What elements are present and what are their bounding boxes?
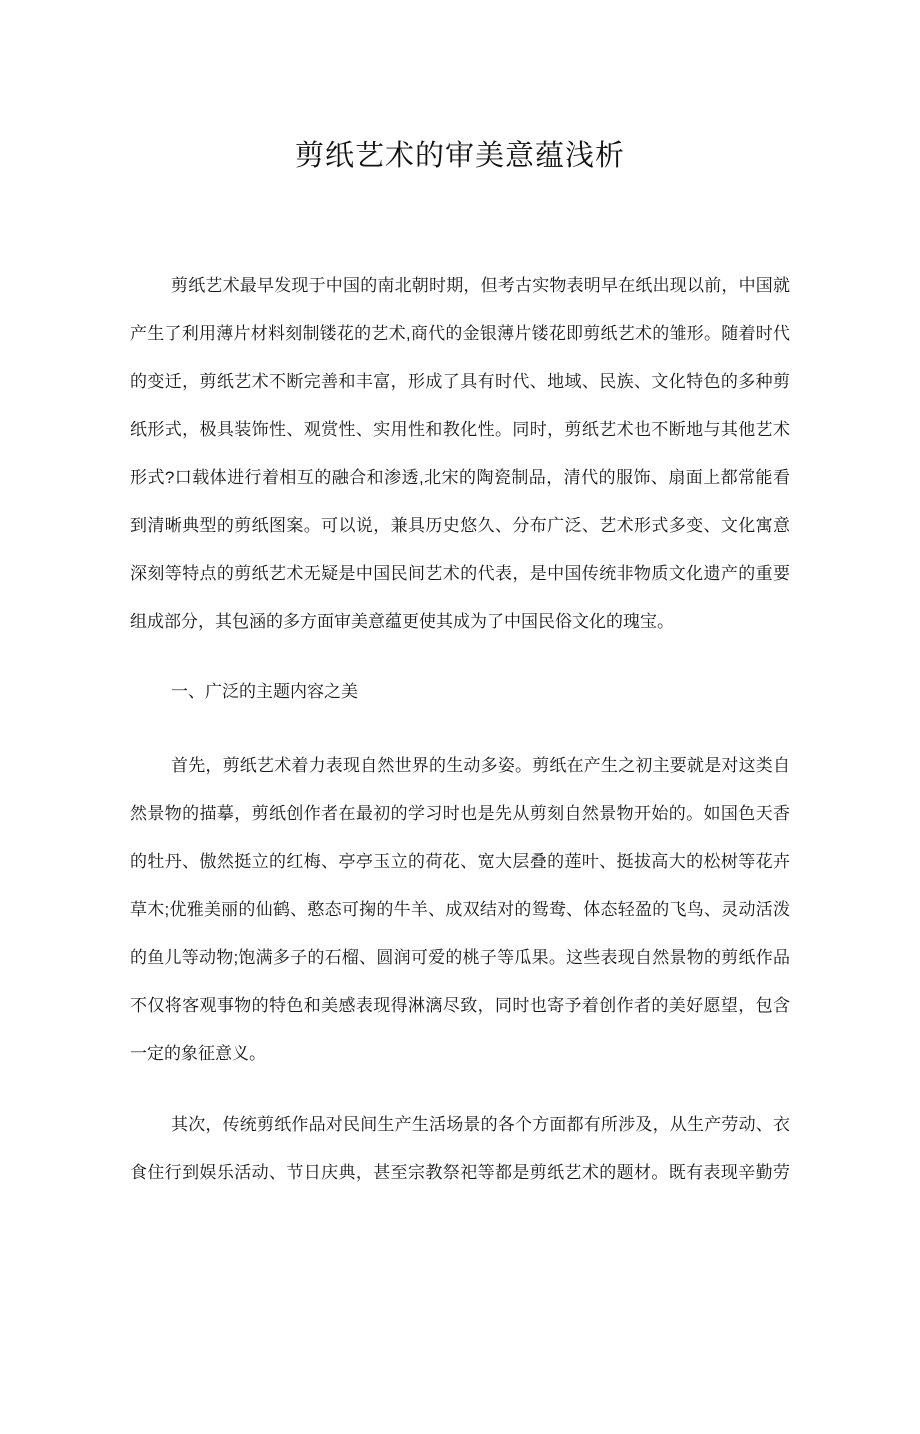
text-line: 产生了利用薄片材料刻制镂花的艺术,商代的金银薄片镂花即剪纸艺术的雏形。随着时代 xyxy=(130,324,790,343)
text-line: 然景物的描摹，剪纸创作者在最初的学习时也是先从剪刻自然景物开始的。如国色天香 xyxy=(130,804,790,823)
paragraph-nature-themes xyxy=(130,742,790,1078)
paragraph-intro xyxy=(130,262,790,646)
text-line: 组成部分，其包涵的多方面审美意蕴更使其成为了中国民俗文化的瑰宝。 xyxy=(130,612,674,631)
document-title: 剪纸艺术的审美意蕴浅析 xyxy=(294,140,625,172)
text-line: 不仅将客观事物的特色和美感表现得淋漓尽致，同时也寄予着创作者的美好愿望，包含 xyxy=(130,996,790,1015)
text-line: 食住行到娱乐活动、节日庆典，甚至宗教祭祀等都是剪纸艺术的题材。既有表现辛勤劳 xyxy=(130,1163,790,1182)
text-line: 一定的象征意义。 xyxy=(130,1044,266,1063)
text-line: 的变迁，剪纸艺术不断完善和丰富，形成了具有时代、地域、民族、文化特色的多种剪 xyxy=(130,372,790,391)
text-line: 的牡丹、傲然挺立的红梅、亭亭玉立的荷花、宽大层叠的莲叶、挺拔高大的松树等花卉 xyxy=(130,852,790,871)
text-line: 其次，传统剪纸作品对民间生产生活场景的各个方面都有所涉及，从生产劳动、衣 xyxy=(171,1115,790,1134)
document-page xyxy=(0,133,920,1434)
text-line: 纸形式，极具装饰性、观赏性、实用性和教化性。同时，剪纸艺术也不断地与其他艺术 xyxy=(130,420,790,439)
text-line: 首先，剪纸艺术着力表现自然世界的生动多姿。剪纸在产生之初主要就是对这类自 xyxy=(171,756,790,775)
section-heading-1: 一、广泛的主题内容之美 xyxy=(171,682,358,701)
text-line: 形式?口载体进行着相互的融合和渗透,北宋的陶瓷制品，清代的服饰、扇面上都常能看 xyxy=(130,468,790,487)
text-line: 剪纸艺术最早发现于中国的南北朝时期，但考古实物表明早在纸出现以前，中国就 xyxy=(171,276,790,295)
text-line: 深刻等特点的剪纸艺术无疑是中国民间艺术的代表，是中国传统非物质文化遗产的重要 xyxy=(130,564,790,583)
paragraph-life-scenes xyxy=(130,1101,790,1197)
text-line: 草木;优雅美丽的仙鹤、憨态可掬的牛羊、成双结对的鸳鸯、体态轻盈的飞鸟、灵动活泼 xyxy=(130,900,790,919)
text-line: 到清晰典型的剪纸图案。可以说，兼具历史悠久、分布广泛、艺术形式多变、文化寓意 xyxy=(130,516,790,535)
text-line: 的鱼儿等动物;饱满多子的石榴、圆润可爱的桃子等瓜果。这些表现自然景物的剪纸作品 xyxy=(130,948,790,967)
